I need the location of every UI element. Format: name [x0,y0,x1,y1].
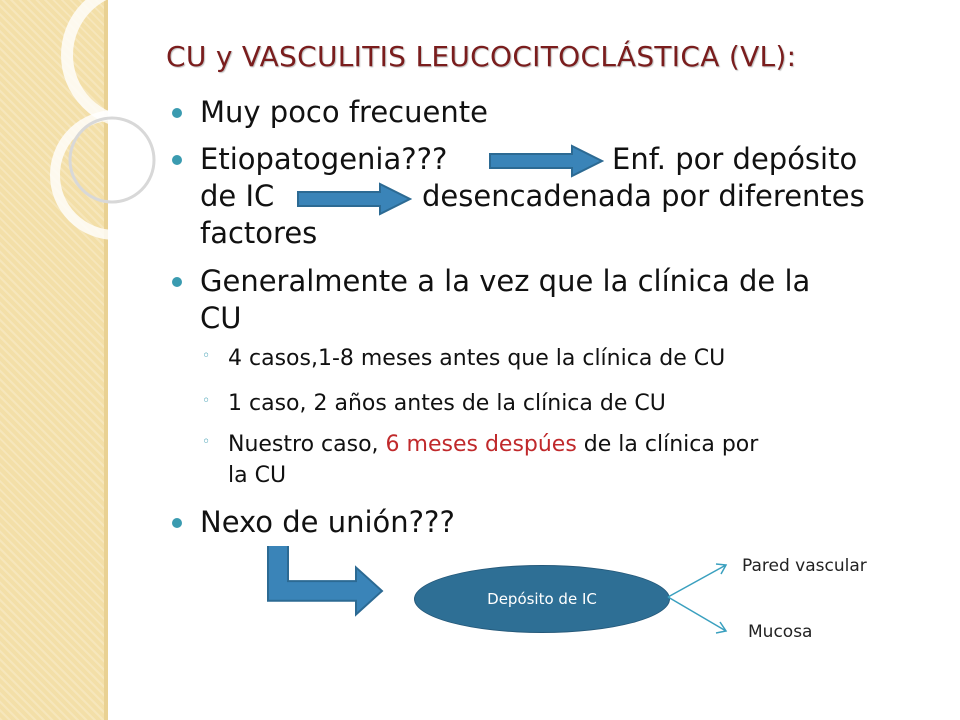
elbow-arrow-icon [262,546,422,618]
nuestro-caso-tail: de la clínica por [576,432,759,457]
sub-item-1-caso: 1 caso, 2 años antes de la clínica de CU [228,391,666,416]
decorative-circles [0,0,200,260]
bullet-generalmente: Generalmente a la vez que la clínica de la [200,264,811,298]
enf-deposito-text: Enf. por depósito [612,142,858,176]
sub-bullet-ring: ◦ [202,348,211,364]
bullet-dot [172,155,182,165]
factores-text: factores [200,216,318,250]
bullet-dot [172,518,182,528]
branch-arrows-icon [664,555,744,645]
sub-item-4-casos: 4 casos,1-8 meses antes que la clínica de CU [228,346,726,371]
deposito-ic-node [414,565,670,633]
nuestro-caso-text: Nuestro caso, [228,432,386,457]
arrow-right-icon [296,182,412,216]
sub-item-nuestro-caso [228,432,758,458]
sub-bullet-ring: ◦ [202,393,211,409]
sub-bullet-ring: ◦ [202,434,211,450]
mucosa-label: Mucosa [748,622,813,642]
desencadenada-text: desencadenada por diferentes [422,179,865,213]
deposito-ic-label: Depósito de IC [487,590,597,608]
bullet-etiopatogenia: Etiopatogenia??? [200,142,448,176]
de-ic-text: de IC [200,179,275,213]
slide-title: CU y VASCULITIS LEUCOCITOCLÁSTICA (VL): [166,40,797,73]
bullet-frecuencia: Muy poco frecuente [200,95,488,129]
bullet-dot [172,277,182,287]
bullet-nexo: Nexo de unión??? [200,505,455,539]
sub-item-nuestro-caso-cont: la CU [228,463,287,488]
arrow-right-icon [488,144,604,178]
bullet-generalmente-cont: CU [200,301,242,335]
bullet-dot [172,108,182,118]
highlight-6-meses: 6 meses despúes [385,432,577,457]
pared-vascular-label: Pared vascular [742,556,867,576]
